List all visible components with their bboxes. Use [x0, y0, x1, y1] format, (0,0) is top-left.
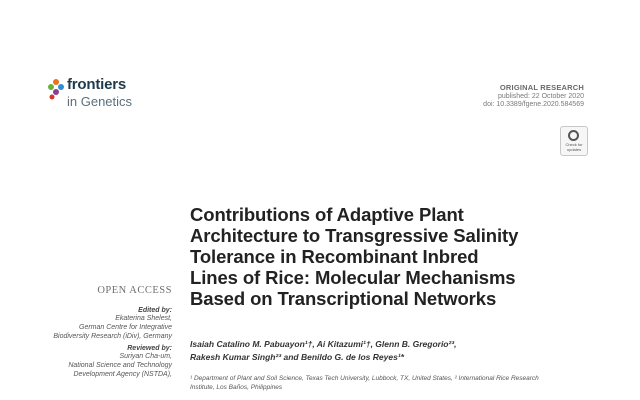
logo-text-frontiers: frontiers [67, 76, 127, 93]
title-line: Architecture to Transgressive Salinity [190, 225, 519, 246]
editor-affiliation: Biodiversity Research (iDiv), Germany [53, 333, 172, 340]
title-line: Lines of Rice: Molecular Mechanisms [190, 267, 516, 288]
logo-text-journal: in Genetics [67, 94, 133, 109]
author-list [190, 338, 610, 364]
reviewer-affiliation: National Science and Technology [68, 362, 172, 369]
journal-logo [47, 76, 157, 114]
doi-link[interactable]: doi: 10.3389/fgene.2020.584569 [483, 101, 584, 108]
check-updates-icon [568, 130, 579, 141]
title-line: Based on Transcriptional Networks [190, 288, 497, 309]
reviewer-affiliation: Development Agency (NSTDA), [73, 371, 172, 378]
reviewed-by-label: Reviewed by: [127, 345, 172, 352]
article-title [190, 204, 610, 309]
author-line: Isaiah Catalino M. Pabuayon¹†, Ai Kitazumi¹†, Glenn B. Gregorio²³, [190, 339, 457, 349]
editor-name: Ekaterina Shelest, [115, 315, 172, 322]
title-line: Tolerance in Recombinant Inbred [190, 246, 479, 267]
affiliation-line: Institute, Los Baños, Philippines [190, 384, 283, 391]
check-updates-label: Check for updates [565, 142, 583, 152]
article-type: ORIGINAL RESEARCH [499, 83, 584, 92]
reviewer-name: Suriyan Cha-um, [119, 353, 172, 360]
editor-affiliation: German Centre for Integrative [79, 324, 172, 331]
affiliations [190, 374, 610, 392]
affiliation-line: ¹ Department of Plant and Soil Science, Texas Tech University, Lubbock, TX, United States, ² International Rice Research [190, 375, 539, 382]
edited-by-label: Edited by: [138, 307, 172, 314]
editorial-sidebar [2, 307, 172, 379]
published-date: published: 22 October 2020 [497, 93, 584, 100]
article-meta [483, 83, 584, 108]
check-for-updates-button[interactable] [560, 126, 588, 156]
frontiers-logo-icon [47, 78, 65, 100]
author-line: Rakesh Kumar Singh²³ and Benildo G. de los Reyes¹* [190, 352, 404, 362]
open-access-label: OPEN ACCESS [97, 285, 172, 296]
title-line: Contributions of Adaptive Plant [190, 204, 464, 225]
